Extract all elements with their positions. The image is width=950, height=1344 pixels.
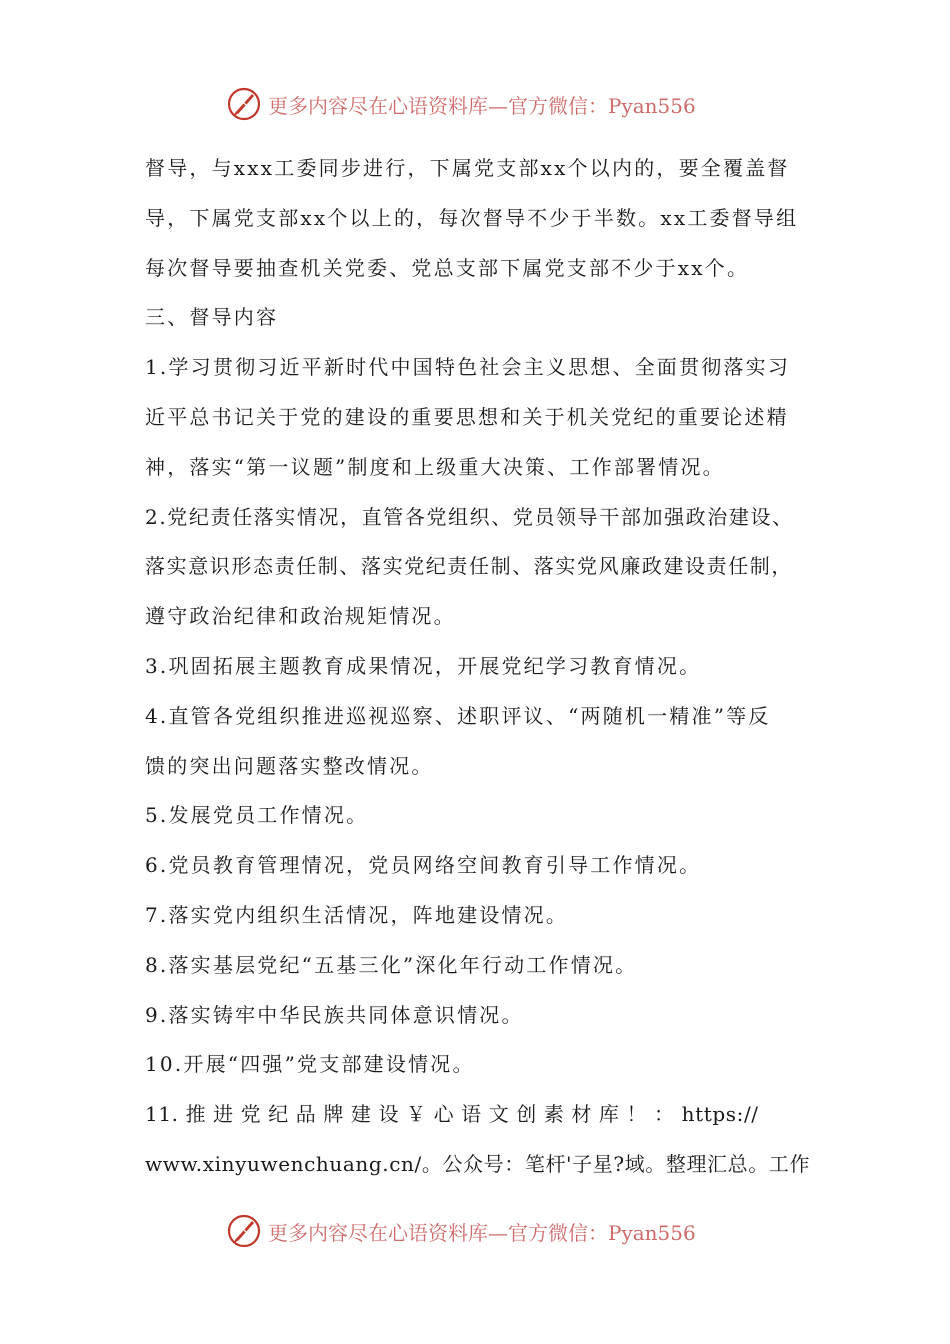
text-line: www.xinyuwenchuang.cn/。公众号：笔杆'子星?域。整理汇总。工作 [145, 1151, 811, 1176]
text-line: 导，下属党支部xx个以上的，每次督导不少于半数。xx工委督导组 [145, 205, 799, 230]
text-line: 9.落实铸牢中华民族共同体意识情况。 [145, 1002, 524, 1027]
text-line: 遵守政治纪律和政治规矩情况。 [145, 604, 456, 629]
banner-text: 更多内容尽在心语资料库—官方微信：Pyan556 [268, 93, 696, 118]
quill-logo-icon [226, 1213, 262, 1249]
text-line: 馈的突出问题落实整改情况。 [145, 753, 434, 778]
text-line: 2.党纪责任落实情况，直管各党组织、党员领导干部加强政治建设、 [145, 504, 794, 529]
text-line: 落实意识形态责任制、落实党纪责任制、落实党风廉政建设责任制， [145, 554, 793, 579]
text-line: 5.发展党员工作情况。 [145, 803, 369, 828]
banner-text: 更多内容尽在心语资料库—官方微信：Pyan556 [268, 1220, 696, 1245]
text-line: 11. 推 进 党 纪 品 牌 建 设 ￥ 心 语 文 创 素 材 库 ！ ： https:// [145, 1102, 759, 1127]
text-line: 每次督导要抽查机关党委、党总支部下属党支部不少于xx个。 [145, 255, 750, 280]
footer-banner [226, 1211, 726, 1251]
text-line: 4.直管各党组织推进巡视巡察、述职评议、“两随机一精准”等反 [145, 703, 771, 728]
text-line: 10.开展“四强”党支部建设情况。 [145, 1052, 475, 1077]
text-line: 3.巩固拓展主题教育成果情况，开展党纪学习教育情况。 [145, 653, 702, 678]
quill-logo-icon [226, 86, 262, 122]
document-body [145, 144, 817, 1190]
text-line: 6.党员教育管理情况，党员网络空间教育引导工作情况。 [145, 853, 702, 878]
text-line: 督导，与xxx工委同步进行，下属党支部xx个以内的，要全覆盖督 [145, 156, 790, 180]
text-line: 近平总书记关于党的建设的重要思想和关于机关党纪的重要论述精 [145, 404, 789, 429]
text-line: 1.学习贯彻习近平新时代中国特色社会主义思想、全面贯彻落实习 [145, 355, 791, 380]
header-banner [226, 84, 726, 124]
section-heading: 三、督导内容 [145, 305, 279, 330]
text-line: 神，落实“第一议题”制度和上级重大决策、工作部署情况。 [145, 454, 725, 479]
text-line: 8.落实基层党纪“五基三化”深化年行动工作情况。 [145, 952, 638, 977]
text-line: 7.落实党内组织生活情况，阵地建设情况。 [145, 902, 569, 927]
